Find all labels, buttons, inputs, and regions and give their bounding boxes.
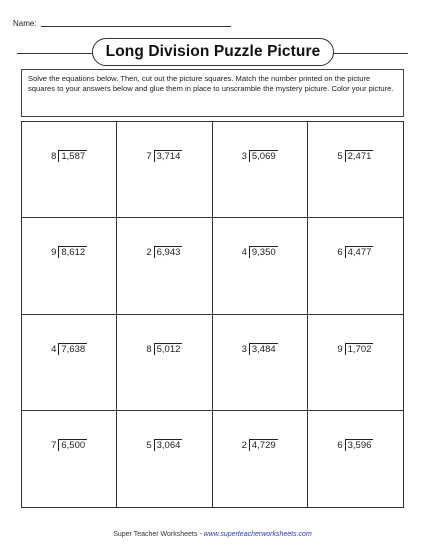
divisor: 2 [241,439,247,451]
division-problem [308,246,403,258]
division-problem [117,343,211,355]
problem-cell [213,411,308,507]
name-line[interactable] [41,26,231,27]
problem-cell [117,411,212,507]
dividend: 3,484 [249,343,278,355]
footer-url[interactable]: www.superteacherworksheets.com [203,531,312,538]
divisor: 3 [241,151,247,162]
division-problem [22,343,116,355]
dividend: 2,471 [345,150,374,162]
problem-cell [308,411,403,507]
division-problem [22,150,116,162]
divisor: 7 [146,151,152,162]
instructions-box [21,69,404,117]
dividend: 8,612 [58,246,87,258]
dividend: 4,729 [249,439,278,451]
dividend: 6,943 [154,246,183,258]
divisor: 3 [241,343,247,355]
dividend: 3,596 [345,439,374,451]
dividend: 5,069 [249,150,278,162]
name-label: Name: [13,19,37,28]
division-problem [308,343,403,355]
division-problem [213,150,307,162]
division-problem [213,439,307,451]
divisor: 2 [146,247,152,259]
divisor: 6 [337,439,343,451]
problem-cell [117,122,212,218]
divisor: 4 [241,247,247,259]
problem-cell [213,122,308,218]
divisor: 5 [337,151,343,162]
divisor: 9 [51,247,57,259]
division-problem [22,439,116,451]
dividend: 6,500 [58,439,87,451]
dividend: 4,477 [345,246,374,258]
dividend: 1,702 [345,343,374,355]
problem-cell [22,122,117,218]
division-problem [308,150,403,162]
division-problem [213,246,307,258]
division-problem [117,150,211,162]
problem-cell [117,218,212,314]
dividend: 7,638 [58,343,87,355]
dividend: 5,012 [154,343,183,355]
divisor: 4 [51,343,57,355]
footer-separator: - [197,531,204,538]
problem-cell [22,315,117,411]
divisor: 7 [51,439,57,451]
divisor: 8 [51,151,57,162]
divisor: 5 [146,439,152,451]
division-problem [213,343,307,355]
divisor: 9 [337,343,343,355]
page-title: Long Division Puzzle Picture [105,43,321,60]
division-problem [22,246,116,258]
problem-cell [213,218,308,314]
title-banner [92,38,334,66]
division-problem [117,439,211,451]
problem-cell [117,315,212,411]
instructions-text: Solve the equations below. Then, cut out the picture squares. Match the number printed on the picture squares to your answers below and glue them in place to unscramble the mystery picture. Color your picture. [28,74,394,94]
footer [0,531,425,538]
problem-grid [21,121,404,508]
dividend: 3,714 [154,150,183,162]
division-problem [117,246,211,258]
dividend: 9,350 [249,246,278,258]
footer-brand: Super Teacher Worksheets [113,531,198,538]
name-field [13,19,231,28]
problem-cell [308,315,403,411]
divisor: 8 [146,343,152,355]
problem-cell [308,122,403,218]
divisor: 6 [337,247,343,259]
problem-cell [213,315,308,411]
problem-cell [308,218,403,314]
problem-cell [22,218,117,314]
division-problem [308,439,403,451]
dividend: 1,587 [58,150,87,162]
problem-cell [22,411,117,507]
dividend: 3,064 [154,439,183,451]
